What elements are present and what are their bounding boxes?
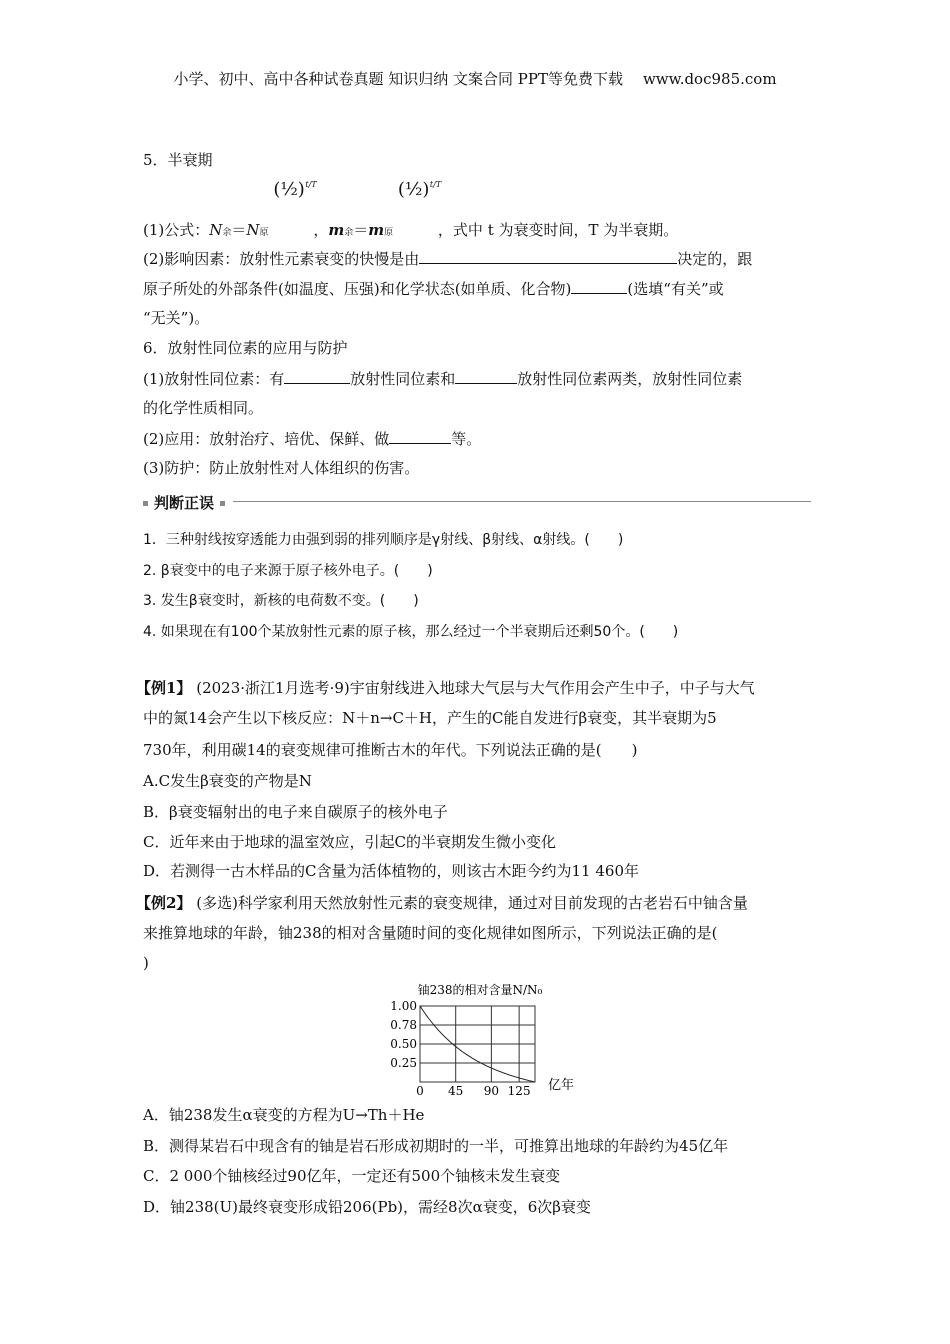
example-1-stem xyxy=(136,678,755,698)
y-tick-label: 0.78 xyxy=(390,1018,417,1032)
y-tick-label: 1.00 xyxy=(390,999,417,1013)
text: (1)放射性同位素：有 xyxy=(143,370,285,388)
example-2-stem xyxy=(136,893,748,913)
header-url[interactable]: www.doc985.com xyxy=(642,70,777,88)
judge-section-header xyxy=(143,492,811,512)
section-heading: 判断正误 xyxy=(154,494,215,512)
x-tick-label: 45 xyxy=(448,1084,464,1095)
chart-title: 铀238的相对含量N/N₀ xyxy=(417,983,543,997)
half-fraction xyxy=(273,179,317,235)
uranium-decay-chart xyxy=(380,975,580,1095)
paragraph: “无关”)。 xyxy=(143,309,210,327)
fill-blank[interactable] xyxy=(571,278,627,294)
x-axis-label: 亿年 xyxy=(548,1078,575,1093)
paragraph xyxy=(143,278,724,299)
paragraph xyxy=(143,428,481,449)
text: N xyxy=(246,221,260,239)
text: ) xyxy=(143,954,149,972)
section-title: 5．半衰期 xyxy=(143,151,213,169)
y-tick-label: 0.25 xyxy=(390,1056,417,1070)
text: 决定的，跟 xyxy=(677,250,753,268)
fill-blank[interactable] xyxy=(284,368,350,384)
y-tick-label: 0.50 xyxy=(390,1037,417,1051)
text: 余 xyxy=(222,228,232,238)
paragraph: 的化学性质相同。 xyxy=(143,399,264,417)
header-text: 小学、初中、高中各种试卷真题 知识归纳 文案合同 PPT等免费下载 xyxy=(173,70,623,88)
option-a: A.C发生β衰变的产物是N xyxy=(143,772,312,790)
text: 来推算地球的年龄，铀238的相对含量随时间的变化规律如图所示，下列说法正确的是( xyxy=(143,924,718,942)
text: 放射性同位素两类，放射性同位素 xyxy=(517,370,743,388)
example-tag: 【例1】 xyxy=(136,679,192,697)
text: 等。 xyxy=(451,430,482,448)
judge-item: 4. 如果现在有100个某放射性元素的原子核，那么经过一个半衰期后还剩50个。( ) xyxy=(143,624,679,640)
half-fraction xyxy=(397,179,442,235)
judge-item: 3. 发生β衰变时，新核的电荷数不变。( ) xyxy=(143,593,419,609)
text: 放射性同位素和 xyxy=(350,370,456,388)
judge-item: 2. β衰变中的电子来源于原子核外电子。( ) xyxy=(143,563,433,579)
text: N xyxy=(209,221,223,239)
page-header xyxy=(0,68,950,89)
text: (2)影响因素：放射性元素衰变的快慢是由 xyxy=(143,250,420,268)
option-b: B．测得某岩石中现含有的铀是岩石形成初期时的一半，可推算出地球的年龄约为45亿年 xyxy=(143,1137,729,1155)
judge-item: 1．三种射线按穿透能力由强到弱的排列顺序是γ射线、β射线、α射线。( ) xyxy=(143,532,624,548)
text: (2)应用：放射治疗、培优、保鲜、做 xyxy=(143,430,390,448)
text: (½) xyxy=(273,179,305,200)
text: ＝ xyxy=(353,221,369,239)
x-tick-label: 125 xyxy=(507,1084,531,1095)
example-tag: 【例2】 xyxy=(136,894,192,912)
text: 原 xyxy=(259,228,269,238)
text: 730年，利用碳14的衰变规律可推断古木的年代。下列说法正确的是( ) xyxy=(143,741,638,759)
formula-line xyxy=(143,179,679,243)
fill-blank[interactable] xyxy=(419,248,677,264)
text: t/T xyxy=(305,180,317,189)
text: 中的氮14会产生以下核反应：N＋n→C＋H，产生的C能自发进行β衰变，其半衰期为5 xyxy=(143,709,717,727)
section-title: 6．放射性同位素的应用与防护 xyxy=(143,339,348,357)
option-a: A．铀238发生α衰变的方程为U→Th＋He xyxy=(143,1106,425,1124)
paragraph: (3)防护：防止放射性对人体组织的伤害。 xyxy=(143,459,420,477)
fill-blank[interactable] xyxy=(389,428,451,444)
text: 原子所处的外部条件(如温度、压强)和化学状态(如单质、化合物) xyxy=(143,280,572,298)
text: ＝ xyxy=(231,221,247,239)
paragraph xyxy=(143,368,742,389)
text: m xyxy=(368,221,385,239)
text: t/T xyxy=(429,180,442,189)
text: 余 xyxy=(344,228,354,238)
x-tick-label: 0 xyxy=(416,1084,424,1095)
text: (½) xyxy=(397,179,430,200)
option-b: B．β衰变辐射出的电子来自碳原子的核外电子 xyxy=(143,803,448,821)
x-tick-label: 90 xyxy=(483,1084,500,1095)
text: ， xyxy=(313,221,329,239)
option-c: C．近年来由于地球的温室效应，引起C的半衰期发生微小变化 xyxy=(143,833,556,851)
option-d: D．若测得一古木样品的C含量为活体植物的，则该古木距今约为11 460年 xyxy=(143,862,639,880)
paragraph xyxy=(143,248,752,269)
fill-blank[interactable] xyxy=(455,368,517,384)
text: (1)公式： xyxy=(143,221,210,239)
option-d: D．铀238(U)最终衰变形成铅206(Pb)，需经8次α衰变，6次β衰变 xyxy=(143,1198,591,1216)
text: (选填“有关”或 xyxy=(627,280,724,298)
text: m xyxy=(328,221,345,239)
text: 原 xyxy=(384,228,394,238)
text: ，式中 t 为衰变时间，T 为半衰期。 xyxy=(437,221,679,239)
text: (多选)科学家利用天然放射性元素的衰变规律，通过对目前发现的古老岩石中铀含量 xyxy=(196,894,748,912)
text: (2023·浙江1月选考·9)宇宙射线进入地球大气层与大气作用会产生中子，中子与大气 xyxy=(196,679,755,697)
option-c: C．2 000个铀核经过90亿年，一定还有500个铀核未发生衰变 xyxy=(143,1167,561,1185)
